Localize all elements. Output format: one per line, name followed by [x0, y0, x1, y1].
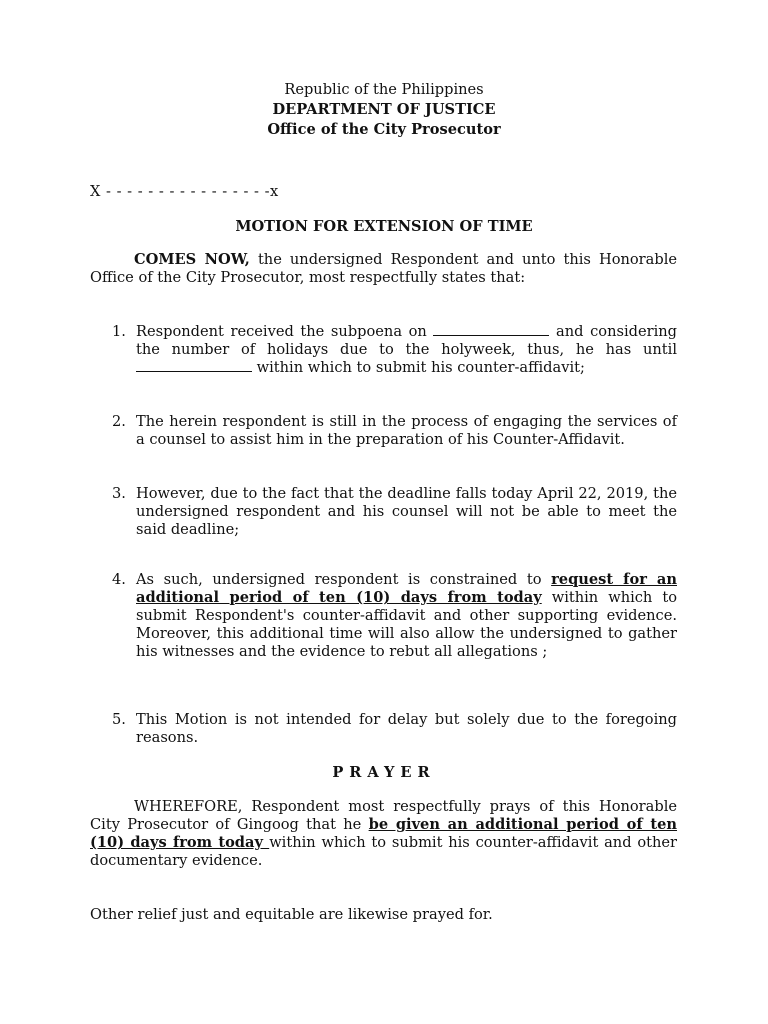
- prayer-paragraph: [90, 798, 677, 870]
- prayer-heading: PRAYER: [332, 764, 436, 781]
- item-number: 4.: [112, 571, 126, 588]
- header-office: Office of the City Prosecutor: [267, 121, 501, 138]
- item-text: The herein respondent is still in the process of engaging the services of a counsel to assist him in the preparation of his Counter-Affidavit.: [136, 413, 677, 448]
- list-item: [112, 711, 677, 747]
- document-header: [0, 80, 768, 140]
- item-number: 5.: [112, 711, 126, 728]
- document-title: MOTION FOR EXTENSION OF TIME: [235, 218, 533, 235]
- prayer-text-part: within which to submit his counter-affidavit and other documentary evidence.: [90, 834, 677, 869]
- other-relief-paragraph: Other relief just and equitable are likewise prayed for.: [90, 906, 493, 923]
- item-text-part: within which to submit Respondent's counter-affidavit and other supporting evidence. Moreover, this additional time will also allow the undersigned to gather his witnesses and the evidence to rebut all allegations ;: [136, 589, 677, 660]
- item-number: 2.: [112, 413, 126, 430]
- item-text-part: and considering the number of holidays due to the holyweek, thus, he has until: [136, 323, 677, 358]
- item-number: 3.: [112, 485, 126, 502]
- intro-text: the undersigned Respondent and unto this Honorable Office of the City Prosecutor, most respectfully states that:: [90, 251, 677, 286]
- item-text-part: within which to submit his counter-affidavit;: [252, 359, 585, 376]
- intro-lead: COMES NOW,: [134, 251, 250, 268]
- item-emphasis: request for an additional period of ten (10) days from today: [136, 571, 677, 606]
- list-item: [112, 323, 677, 377]
- intro-paragraph: [90, 251, 677, 287]
- case-caption-line: X - - - - - - - - - - - - - - - -x: [90, 183, 279, 200]
- item-text: This Motion is not intended for delay but solely due to the foregoing reasons.: [136, 711, 677, 746]
- item-number: 1.: [112, 323, 126, 340]
- blank-subpoena-date: [433, 323, 549, 336]
- prayer-emphasis: be given an additional period of ten (10) days from today: [90, 816, 678, 851]
- header-department: DEPARTMENT OF JUSTICE: [272, 101, 496, 118]
- prayer-text-part: WHEREFORE, Respondent most respectfully prays of this Honorable City Prosecutor of Gingoog that he: [90, 798, 677, 833]
- item-text: However, due to the fact that the deadline falls today April 22, 2019, the undersigned respondent and his counsel will not be able to meet the said deadline;: [136, 485, 677, 538]
- item-text-part: As such, undersigned respondent is constrained to: [136, 571, 552, 588]
- header-republic: Republic of the Philippines: [284, 81, 484, 98]
- item-text: [136, 323, 677, 377]
- blank-deadline-date: [136, 359, 252, 372]
- list-item: [112, 571, 677, 661]
- list-item: [112, 413, 677, 449]
- list-item: [112, 485, 677, 539]
- item-text: [136, 571, 677, 661]
- item-text-part: Respondent received the subpoena on: [136, 323, 434, 340]
